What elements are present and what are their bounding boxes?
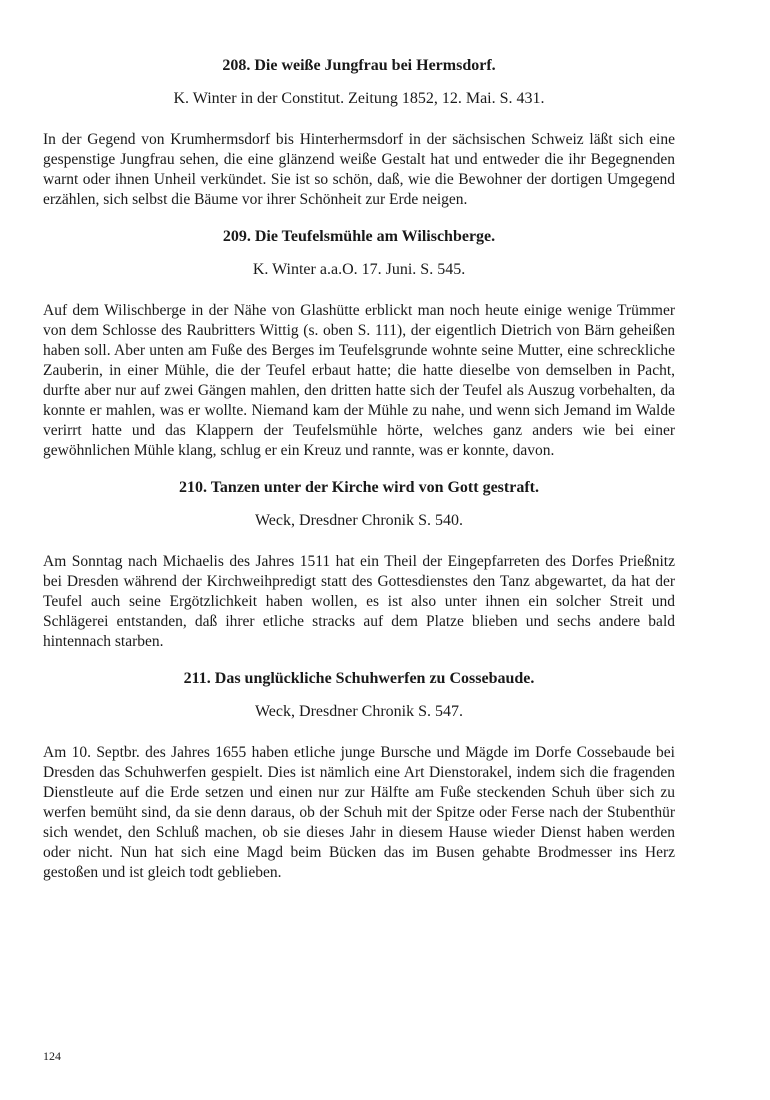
tale-source: Weck, Dresdner Chronik S. 540. — [254, 512, 463, 529]
tale-title: 210. Tanzen unter der Kirche wird von Gott gestraft. — [179, 479, 539, 496]
tale-source: K. Winter a.a.O. 17. Juni. S. 545. — [252, 261, 466, 278]
tale-title: 209. Die Teufelsmühle am Wilischberge. — [222, 228, 496, 245]
tale-210 — [43, 478, 675, 652]
tale-211 — [43, 669, 675, 883]
tale-source: Weck, Dresdner Chronik S. 547. — [254, 703, 463, 720]
tale-text: Am 10. Septbr. des Jahres 1655 haben etliche junge Bursche und Mägde im Dorfe Cossebaude bei Dresden das Schuhwerfen gespielt. Dies ist nämlich eine Art Dienstorakel, indem sich die fragenden Dienstleute auf die Erde setzen und einen nur zur Hälfte am Fuße steckenden Schuh über sich zu werfen bemüht sind, da sie denn daraus, ob der Schuh mit der Spitze oder Ferse nach der Stubenthür sich wendet, den Schluß machen, ob sie dieses Jahr in diesem Hause wieder Dienst haben werden oder nicht. Nun hat sich eine Magd beim Bücken das im Busen gehabte Brodmesser ins Herz gestoßen und ist gleich todt geblieben. — [43, 744, 675, 881]
tale-text: In der Gegend von Krumhermsdorf bis Hinterhermsdorf in der sächsischen Schweiz läßt sich eine gespenstige Jungfrau sehen, die eine glänzend weiße Gestalt hat und entweder die ihr Begegnenden warnt oder ihnen Unheil verkündet. Sie ist so schön, daß, wie die Bewohner der dortigen Umgegend erzählen, sich selbst die Bäume vor ihrer Schönheit zur Erde neigen. — [43, 131, 675, 208]
tale-title: 211. Das unglückliche Schuhwerfen zu Cossebaude. — [183, 670, 535, 687]
tale-title: 208. Die weiße Jungfrau bei Hermsdorf. — [222, 57, 496, 74]
tale-text: Auf dem Wilischberge in der Nähe von Glashütte erblickt man noch heute einige wenige Trümmer von dem Schlosse des Raubritters Wittig (s. oben S. 111), der eigentlich Dietrich von Bärn geheißen haben soll. Aber unten am Fuße des Berges im Teufelsgrunde wohnte seine Mutter, eine schreckliche Zauberin, in einer Mühle, die der Teufel erbaut hatte; die hatte dieselbe von demselben in Pacht, durfte aber nur auf zwei Gängen mahlen, den dritten hatte sich der Teufel als Auszug vorbehalten, da konnte er mahlen, was er wollte. Niemand kam der Mühle zu nahe, und wenn sich Jemand im Walde verirrt hatte und das Klappern der Teufelsmühle hörte, welches ganz anders wie bei einer gewöhnlichen Mühle klang, schlug er ein Kreuz und rannte, was er konnte, davon. — [43, 302, 675, 459]
tale-208 — [43, 56, 675, 210]
tale-source: K. Winter in der Constitut. Zeitung 1852, 12. Mai. S. 431. — [173, 90, 545, 107]
page-content — [43, 56, 675, 883]
page-number: 124 — [43, 1049, 61, 1063]
tale-209 — [43, 227, 675, 461]
tale-text: Am Sonntag nach Michaelis des Jahres 1511 hat ein Theil der Eingepfarreten des Dorfes Prießnitz bei Dresden während der Kirchweihpredigt statt des Gottesdienstes den Tanz abgewartet, da hat der Teufel auch seine Ergötzlichkeit haben wollen, es ist also unter ihnen ein solcher Streit und Schlägerei entstanden, daß ihrer etliche stracks auf dem Platze blieben und sechs andere bald hintennach starben. — [43, 553, 675, 650]
